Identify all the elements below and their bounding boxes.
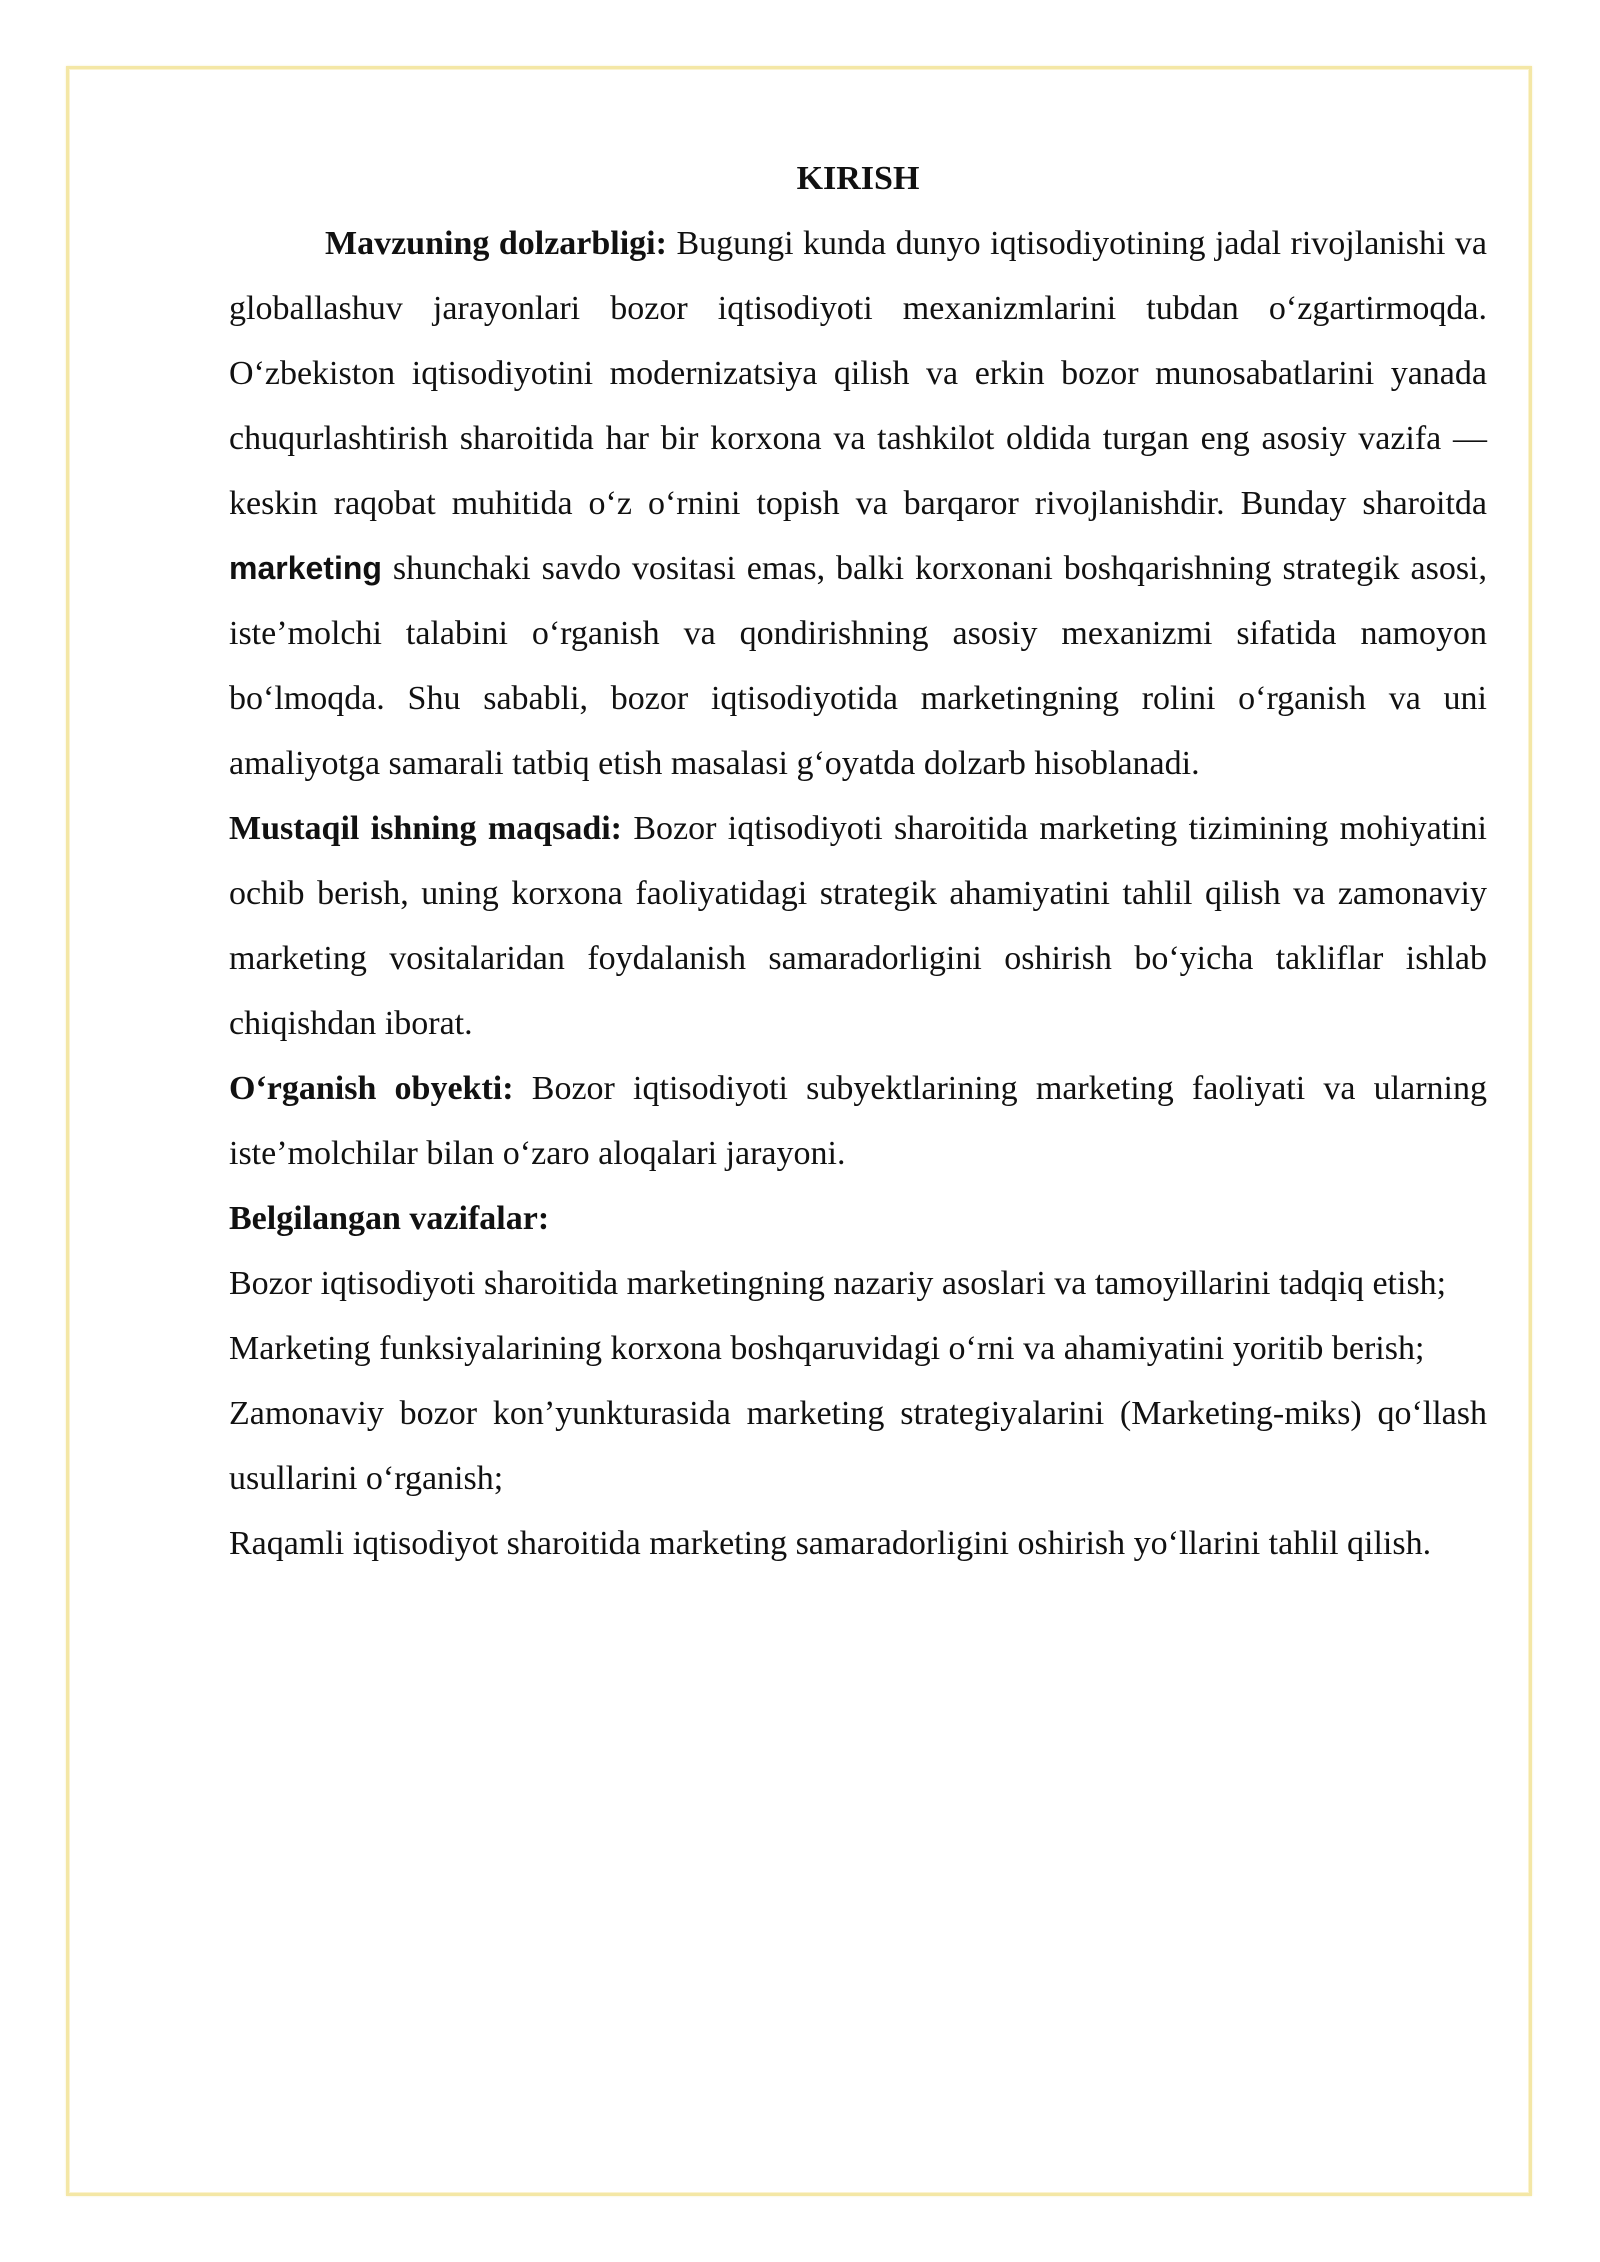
goal-text: Bozor iqtisodiyoti sharoitida marketing tizimining mohiyatini ochib berish, uning korxona faoliyatidagi strategik ahamiyatini tahlil qilish va zamonaviy marketing vositalaridan foydalanish samaradorligini oshirish boʻyicha takliflar ishlab chiqishdan iborat. (229, 810, 1487, 1042)
object-paragraph (229, 1056, 1487, 1186)
page-title: KIRISH (796, 160, 920, 197)
task-item: Raqamli iqtisodiyot sharoitida marketing samaradorligini oshirish yoʻllarini tahlil qilish. (229, 1525, 1432, 1562)
tasks-heading: Belgilangan vazifalar: (229, 1200, 550, 1237)
task-item: Marketing funksiyalarining korxona boshqaruvidagi oʻrni va ahamiyatini yoritib berish; (229, 1330, 1425, 1367)
document-body (229, 146, 1487, 1576)
object-text: Bozor iqtisodiyoti subyektlarining marketing faoliyati va ularning isteʼmolchilar bilan oʻzaro aloqalari jarayoni. (229, 1070, 1487, 1172)
relevance-paragraph (229, 211, 1487, 796)
marketing-emphasis: marketing (229, 550, 382, 586)
goal-label: Mustaqil ishning maqsadi: (229, 810, 623, 847)
goal-paragraph (229, 796, 1487, 1056)
task-item: Bozor iqtisodiyoti sharoitida marketingning nazariy asoslari va tamoyillarini tadqiq etish; (229, 1265, 1447, 1302)
object-label: Oʻrganish obyekti: (229, 1070, 514, 1107)
relevance-text-2: shunchaki savdo vositasi emas, balki korxonani boshqarishning strategik asosi, isteʼmolchi talabini oʻrganish va qondirishning asosiy mexanizmi sifatida namoyon boʻlmoqda. Shu sababli, bozor iqtisodiyotida marketingning rolini oʻrganish va uni amaliyotga samarali tatbiq etish masalasi gʻoyatda dolzarb hisoblanadi. (229, 550, 1487, 782)
relevance-text-1: Bugungi kunda dunyo iqtisodiyotining jadal rivojlanishi va globallashuv jarayonlari bozor iqtisodiyoti mexanizmlarini tubdan oʻzgartirmoqda. Oʻzbekiston iqtisodiyotini modernizatsiya qilish va erkin bozor munosabatlarini yanada chuqurlashtirish sharoitida har bir korxona va tashkilot oldida turgan eng asosiy vazifa — keskin raqobat muhitida oʻz oʻrnini topish va barqaror rivojlanishdir. Bunday sharoitda (229, 225, 1487, 522)
task-item: Zamonaviy bozor konʼyunkturasida marketing strategiyalarini (Marketing-miks) qoʻllash usullarini oʻrganish; (229, 1395, 1487, 1497)
relevance-label: Mavzuning dolzarbligi: (325, 225, 667, 262)
